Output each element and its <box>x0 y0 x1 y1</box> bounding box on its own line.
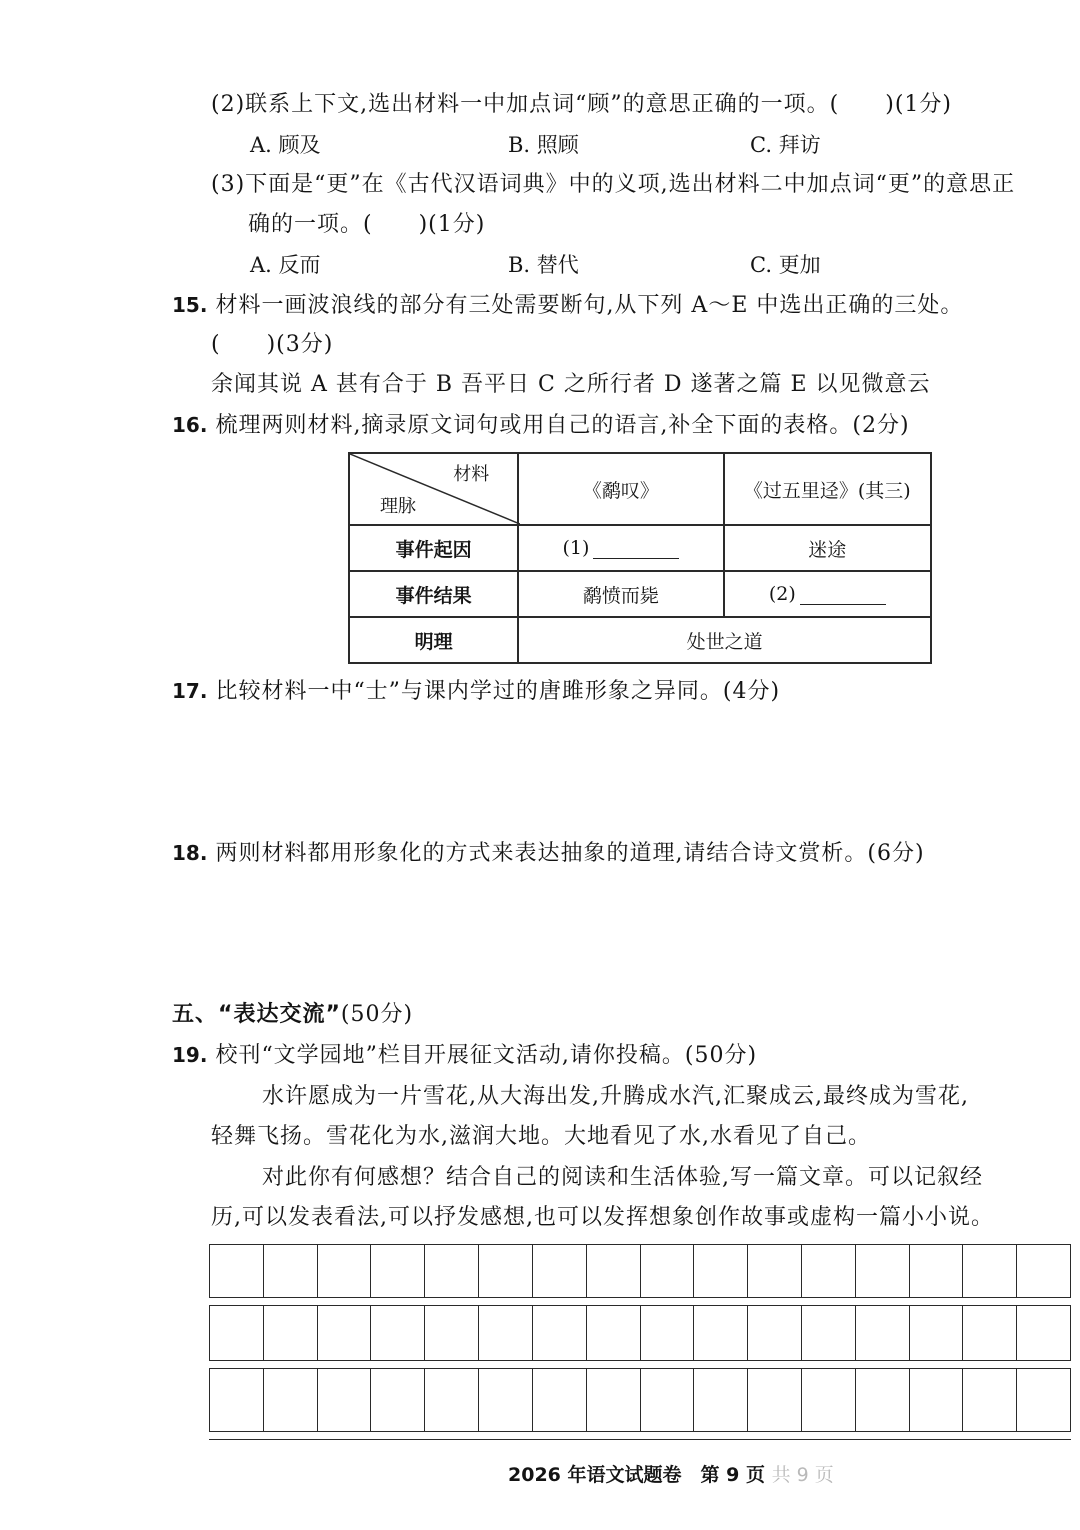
q15-number: 15. <box>172 293 208 317</box>
col-header-yu-tan: 《鹬叹》 <box>518 453 723 525</box>
q18-answer-area[interactable] <box>211 874 1071 984</box>
row-head-result: 事件结果 <box>349 571 518 617</box>
q14-2-option-c: C. 拜访 <box>750 133 821 157</box>
q14-2-stem: (2)联系上下文,选出材料一中加点词“顾”的意思正确的一项。( )(1分) <box>211 92 952 117</box>
page-footer <box>508 1460 834 1487</box>
q15-line1 <box>172 290 963 321</box>
section5-title: 五、“表达交流” <box>172 1002 341 1027</box>
section5-score: (50分) <box>340 1002 414 1027</box>
q18-number: 18. <box>172 841 208 865</box>
footer-text: 2026 年语文试题卷 第 9 页 <box>508 1464 765 1486</box>
q15-stem: 材料一画波浪线的部分有三处需要断句,从下列 A～E 中选出正确的三处。 <box>215 293 964 318</box>
grid-row <box>209 1306 1071 1360</box>
q17-answer-area[interactable] <box>211 712 1071 822</box>
q19-prompt-p2-line1: 对此你有何感想？结合自己的阅读和生活体验,写一篇文章。可以记叙经 <box>262 1165 983 1190</box>
corner-label-material: 材料 <box>453 464 490 485</box>
q14-2-option-a: A. 顾及 <box>250 133 321 157</box>
cell-result-col1: 鹬愤而毙 <box>518 571 723 617</box>
row-head-lesson: 明理 <box>349 617 518 663</box>
q17-number: 17. <box>172 679 208 703</box>
table-row <box>349 617 931 663</box>
blank-1-label: (1) <box>562 537 590 559</box>
diagonal-divider <box>350 454 520 524</box>
q19-line <box>172 1040 757 1071</box>
q16-number: 16. <box>172 413 208 437</box>
q19-prompt-p1-line2: 轻舞飞扬。雪花化为水,滋润大地。大地看见了水,水看见了自己。 <box>211 1124 871 1149</box>
q19-prompt-p1-line1: 水许愿成为一片雪花,从大海出发,升腾成水汽,汇聚成云,最终成为雪花, <box>262 1084 969 1109</box>
q16-line <box>172 410 910 441</box>
blank-2-line <box>800 584 886 605</box>
footer-total-pages: 共 9 页 <box>771 1464 834 1486</box>
row-head-cause: 事件起因 <box>349 525 518 571</box>
q14-2-option-b: B. 照顾 <box>508 133 579 157</box>
col-header-guo-wu-li-jing: 《过五里迳》(其三) <box>724 453 931 525</box>
corner-label-context: 理脉 <box>380 496 416 517</box>
table-corner-cell <box>349 453 518 525</box>
grid-row <box>209 1245 1071 1297</box>
summary-table <box>348 452 932 664</box>
q14-3-stem-line2: 确的一项。( )(1分) <box>248 212 486 237</box>
q18-line <box>172 838 925 869</box>
q17-line <box>172 676 780 707</box>
q14-3-option-c: C. 更加 <box>750 253 821 277</box>
grid-row <box>209 1369 1071 1431</box>
cell-cause-col2: 迷途 <box>724 525 931 571</box>
section5-heading <box>172 1000 413 1030</box>
q16-stem: 梳理两则材料,摘录原文词句或用自己的语言,补全下面的表格。(2分) <box>215 413 910 438</box>
q18-stem: 两则材料都用形象化的方式来表达抽象的道理,请结合诗文赏析。(6分) <box>215 841 925 866</box>
blank-2-label: (2) <box>768 583 796 605</box>
table-row <box>349 571 931 617</box>
table-row <box>349 525 931 571</box>
q15-line3: 余闻其说 A 甚有合于 B 吾平日 C 之所行者 D 遂著之篇 E 以见微意云 <box>211 372 931 397</box>
q19-stem: 校刊“文学园地”栏目开展征文活动,请你投稿。(50分) <box>215 1043 758 1068</box>
q14-3-option-a: A. 反而 <box>250 253 321 277</box>
q14-3-option-b: B. 替代 <box>508 253 579 277</box>
blank-1-line <box>593 538 679 559</box>
cell-blank-2[interactable] <box>724 571 931 617</box>
cell-blank-1[interactable] <box>518 525 723 571</box>
q14-3-stem-line1: (3)下面是“更”在《古代汉语词典》中的义项,选出材料二中加点词“更”的意思正 <box>211 172 1016 197</box>
cell-lesson-merged: 处世之道 <box>518 617 931 663</box>
q19-prompt-p2-line2: 历,可以发表看法,可以抒发感想,也可以发挥想象创作故事或虚构一篇小小说。 <box>211 1205 994 1230</box>
q19-number: 19. <box>172 1043 208 1067</box>
q15-line2: ( )(3分) <box>211 332 334 357</box>
q17-stem: 比较材料一中“士”与课内学过的唐雎形象之异同。(4分) <box>215 679 781 704</box>
